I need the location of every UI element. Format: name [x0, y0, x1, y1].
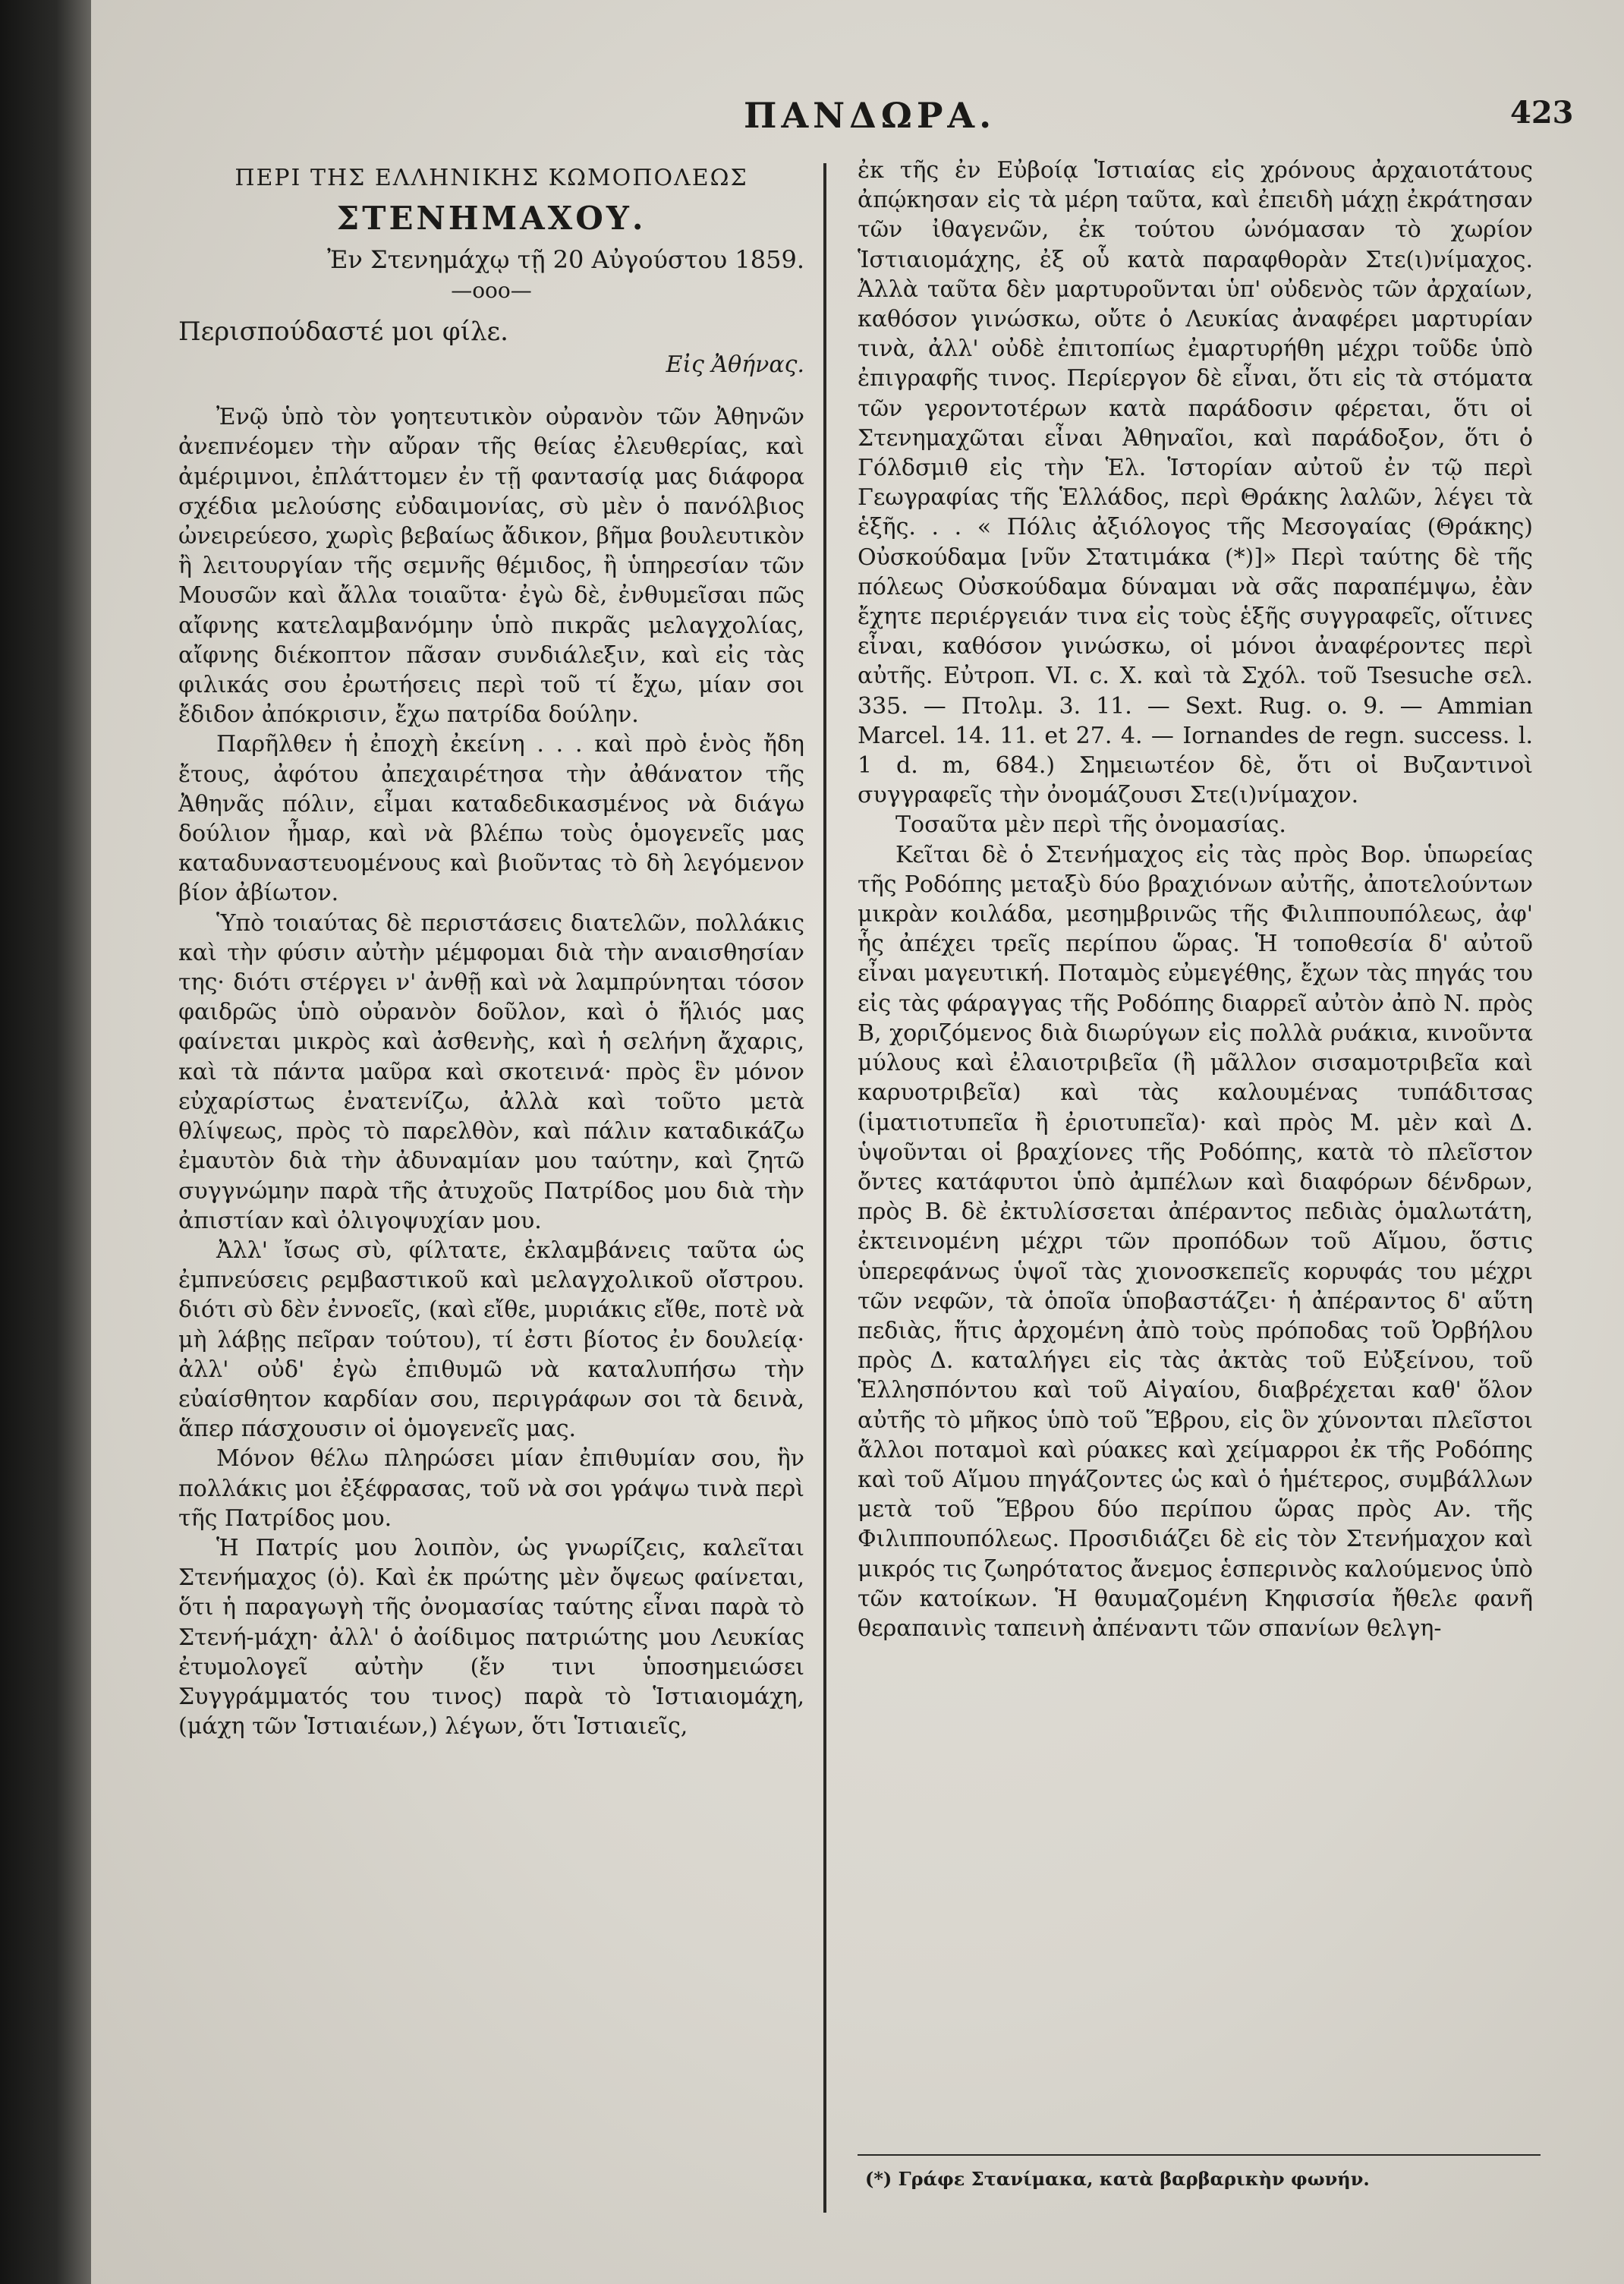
book-binding-shadow: [0, 0, 102, 2284]
paragraph: Ἡ Πατρίς μου λοιπὸν, ὡς γνωρίζεις, καλεῖται Στενήμαχος (ὁ). Καὶ ἐκ πρώτης μὲν ὄψεως φαίνεται, ὅτι ἡ παραγωγὴ τῆς ὀνομασίας ταύτης εἶναι παρὰ τὸ Στενή-μάχη· ἀλλ' ὁ ἀοίδιμος πατριώτης μου Λευκίας ἐτυμολογεῖ αὐτὴν (ἔν τινι ὑποσημειώσει Συγγράμματός του τινος) παρὰ τὸ Ἱστιαιομάχη, (μάχη τῶν Ἱστιαιέων,) λέγων, ὅτι Ἱστιαιεῖς,: [178, 1534, 804, 1741]
running-head: [91, 95, 1624, 148]
paragraph: Ἐνῷ ὑπὸ τὸν γοητευτικὸν οὐρανὸν τῶν Ἀθηνῶν ἀνεπνέομεν τὴν αὔραν τῆς θείας ἐλευθερίας, καὶ ἀμέριμνοι, ἐπλάττομεν ἐν τῇ φαντασίᾳ μας διάφορα σχέδια μελούσης εὐδαιμονίας, σὺ μὲν ὁ πανόλβιος ὠνειρεύεσο, χωρὶς βεβαίως ἄδικον, βῆμα βουλευτικὸν ἢ λειτουργίαν τῆς σεμνῆς θέμιδος, ἢ ὑπηρεσίαν τῶν Μουσῶν καὶ ἄλλα τοιαῦτα· ἐγὼ δὲ, ἐνθυμεῖσαι πῶς αἴφνης κατελαμβανόμην ὑπὸ πικρᾶς μελαγχολίας, αἴφνης διέκοπτον πᾶσαν συνδιάλεξιν, καὶ εἰς τὰς φιλικάς σου ἐρωτήσεις περὶ τοῦ τί ἔχω, μίαν σοι ἔδιδον ἀπόκρισιν, ἔχω πατρίδα δούλην.: [178, 404, 804, 729]
dateline: Ἐν Στενημάχῳ τῇ 20 Αὐγούστου 1859.: [327, 245, 804, 275]
footnote-rule: [858, 2154, 1541, 2156]
ornament-divider: —ooo—: [451, 277, 532, 303]
paragraph: Παρῆλθεν ἡ ἐποχὴ ἐκείνη . . . καὶ πρὸ ἑνὸς ἤδη ἔτους, ἀφότου ἀπεχαιρέτησα τὴν ἀθάνατον τῆς Ἀθηνᾶς πόλιν, εἶμαι καταδεδικασμένος νὰ διάγω δούλιον ἦμαρ, καὶ νὰ βλέπω τοὺς ὁμογενεῖς μας καταδυναστευομένους καὶ βιοῦντας τὸ δὴ λεγόμενον βίον ἀβίωτον.: [178, 731, 804, 907]
page-number: 423: [1510, 95, 1574, 131]
paragraph: Ὑπὸ τοιαύτας δὲ περιστάσεις διατελῶν, πολλάκις καὶ τὴν φύσιν αὐτὴν μέμφομαι διὰ τὴν αναισθησίαν της· διότι στέργει ν' ἀνθῇ καὶ νὰ λαμπρύνηται τόσον φαιδρῶς ὑπὸ οὐρανὸν δοῦλον, καὶ ὁ ἥλιός μας φαίνεται μικρὸς καὶ ἀσθενὴς, καὶ ἡ σελήνη ἄχαρις, καὶ τὰ πάντα μαῦρα καὶ σκοτεινά· πρὸς ἓν μόνον εὐχαρίστως ἐνατενίζω, ἀλλὰ καὶ τοῦτο μετὰ θλίψεως, πρὸς τὸ παρελθὸν, καὶ πάλιν καταδικάζω ἐμαυτὸν διὰ τὴν ἀδυναμίαν μου ταύτην, καὶ ζητῶ συγγνώμην παρὰ τῆς ἀτυχοῦς Πατρίδος μου διὰ τὴν ἀπιστίαν καὶ ὀλιγοψυχίαν μου.: [178, 909, 804, 1234]
paragraph: Ἀλλ' ἴσως σὺ, φίλτατε, ἐκλαμβάνεις ταῦτα ὡς ἐμπνεύσεις ρεμβαστικοῦ καὶ μελαγχολικοῦ οἴστρου. διότι σὺ δὲν ἐννοεῖς, (καὶ εἴθε, μυριάκις εἴθε, ποτὲ νὰ μὴ λάβῃς πεῖραν τούτου), τί ἐστι βίοτος ἐν δουλείᾳ· ἀλλ' οὐδ' ἐγὼ ἐπιθυμῶ νὰ καταλυπήσω τὴν εὐαίσθητον καρδίαν σου, περιγράφων σοι τὰ δεινὰ, ἅπερ πάσχουσιν οἱ ὁμογενεῖς μας.: [178, 1237, 804, 1443]
salutation: Περισπούδαστέ μοι φίλε.: [178, 316, 508, 347]
right-column: [858, 156, 1533, 1643]
book-page: [91, 0, 1624, 2284]
paragraph-continued: ἐκ τῆς ἐν Εὐβοίᾳ Ἱστιαίας εἰς χρόνους ἀρχαιοτάτους ἀπῴκησαν εἰς τὰ μέρη ταῦτα, καὶ ἐπειδὴ μάχῃ ἐκράτησαν τῶν ἰθαγενῶν, ἐκ τούτου ὠνόμασαν τὸ χωρίον Ἱστιαιομάχης, ἐξ οὗ κατὰ παραφθορὰν Στε(ι)νίμαχος. Ἀλλὰ ταῦτα δὲν μαρτυροῦνται ὑπ' οὐδενὸς τῶν ἀρχαίων, καθόσον γινώσκω, οὔτε ὁ Λευκίας ἀναφέρει μαρτυρίαν τινὰ, ἀλλ' οὐδὲ ἐπιτοπίως ἐμαρτυρήθη μέχρι τοῦδε ὑπὸ ἐπιγραφῆς τινος. Περίεργον δὲ εἶναι, ὅτι εἰς τὰ στόματα τῶν γεροντοτέρων κατὰ παράδοσιν φέρεται, ὅτι οἱ Στενημαχῶται εἶναι Ἀθηναῖοι, καὶ παράδοξον, ὅτι ὁ Γόλδσμιθ εἰς τὴν Ἑλ. Ἱστορίαν αὐτοῦ ἐν τῷ περὶ Γεωγραφίας τῆς Ἑλλάδος, περὶ Θράκης λαλῶν, λέγει τὰ ἑξῆς. . . « Πόλις ἀξιόλογος τῆς Μεσογαίας (Θράκης) Οὐσκούδαμα [νῦν Στατιμάκα (*)]» Περὶ ταύτης δὲ τῆς πόλεως Οὐσκούδαμα δύναμαι νὰ σᾶς παραπέμψω, ἐὰν ἔχητε περιέργειάν τινα εἰς τοὺς ἑξῆς συγγραφεῖς, οἵτινες εἶναι, καθόσον γινώσκω, οἱ μόνοι ἀναφέροντες περὶ αὐτῆς. Εὐτροπ. VI. c. X. καὶ τὰ Σχόλ. τοῦ Tsesuche σελ. 335. — Πτολμ. 3. 11. — Sext. Rug. o. 9. — Ammian Marcel. 14. 11. et 27. 4. — Iornandes de regn. success. l. 1 d. m, 684.) Σημειωτέον δὲ, ὅτι οἱ Βυζαντινοὶ συγγραφεῖς τὴν ὀνομάζουσι Στε(ι)νίμαχον.: [858, 157, 1533, 809]
article-title: ΠΕΡΙ ΤΗΣ ΕΛΛΗΝΙΚΗΣ ΚΩΜΟΠΟΛΕΩΣ: [234, 165, 748, 191]
footnote: (*) Γράφε Στανίμακα, κατὰ βαρβαρικὴν φωνήν.: [865, 2168, 1370, 2190]
destination: Εἰς Ἀθήνας.: [666, 351, 804, 379]
paragraph: Κεῖται δὲ ὁ Στενήμαχος εἰς τὰς πρὸς Βορ. ὑπωρείας τῆς Ροδόπης μεταξὺ δύο βραχιόνων αὐτῆς, ἀποτελούντων μικρὰν κοιλάδα, μεσημβρινῶς τῆς Φιλιππουπόλεως, ἀφ' ἧς ἀπέχει τρεῖς περίπου ὥρας. Ἡ τοποθεσία δ' αὐτοῦ εἶναι μαγευτική. Ποταμὸς εὐμεγέθης, ἔχων τὰς πηγάς του εἰς τὰς φάραγγας τῆς Ροδόπης διαρρεῖ αὐτὸν ἀπὸ Ν. πρὸς Β, χοριζόμενος διὰ διωρύγων εἰς πολλὰ ρυάκια, κινοῦντα μύλους καὶ ἐλαιοτριβεῖα (ἢ μᾶλλον σισαμοτριβεῖα καὶ καρυοτριβεῖα) καὶ τὰς καλουμένας τυπάδιτσας (ἱματιοτυπεῖα ἢ ἐριοτυπεῖα)· καὶ πρὸς Μ. μὲν καὶ Δ. ὑψοῦνται οἱ βραχίονες τῆς Ροδόπης, κατὰ τὸ πλεῖστον ὄντες κατάφυτοι ὑπὸ ἀμπέλων καὶ διαφόρων δένδρων, πρὸς Β. δὲ ἐκτυλίσσεται ἀπέραντος πεδιὰς ὁμαλωτάτη, ἐκτεινομένη μέχρι τῶν προπόδων τοῦ Αἵμου, ὅστις ὑπερεφάνως ὑψοῖ τὰς χιονοσκεπεῖς κορυφάς του μέχρι τῶν νεφῶν, τὰ ὁποῖα ὑποβαστάζει· ἡ ἀπέραντος δ' αὕτη πεδιὰς, ἥτις ἀρχομένη ἀπὸ τοὺς πρόποδας τοῦ Ὀρβήλου πρὸς Δ. καταλήγει εἰς τὰς ἀκτὰς τοῦ Εὐξείνου, τοῦ Ἑλλησπόντου καὶ τοῦ Αἰγαίου, διαβρέχεται καθ' ὅλον αὐτῆς τὸ μῆκος ὑπὸ τοῦ Ἕβρου, εἰς ὃν χύνονται πλεῖστοι ἄλλοι ποταμοὶ καὶ ρύακες καὶ χείμαρροι ἐκ τῆς Ροδόπης καὶ τοῦ Αἵμου πηγάζοντες ὡς καὶ ὁ ἡμέτερος, συμβάλλων μετὰ τοῦ Ἕβρου δύο περίπου ὥρας πρὸς Αν. τῆς Φιλιππουπόλεως. Προσιδιάζει δὲ εἰς τὸν Στενήμαχον καὶ μικρός τις ζωηρότατος ἄνεμος ἑσπερινὸς καλούμενος ὑπὸ τῶν κατοίκων. Ἡ θαυμαζομένη Κηφισσία ἤθελε φανῆ θεραπαινὶς ταπεινὴ ἀπέναντι τῶν σπανίων θελγη-: [858, 841, 1533, 1642]
article-subtitle: ΣΤΕΝΗΜΑΧΟΥ.: [336, 200, 647, 238]
column-divider: [823, 163, 826, 2213]
paragraph: Τοσαῦτα μὲν περὶ τῆς ὀνομασίας.: [895, 811, 1286, 839]
left-column: [178, 156, 804, 1741]
running-title: ΠΑΝΔΩΡΑ.: [744, 95, 996, 136]
paragraph: Μόνον θέλω πληρώσει μίαν ἐπιθυμίαν σου, ἣν πολλάκις μοι ἐξέφρασας, τοῦ νὰ σοι γράψω τινὰ περὶ τῆς Πατρίδος μου.: [178, 1445, 804, 1532]
